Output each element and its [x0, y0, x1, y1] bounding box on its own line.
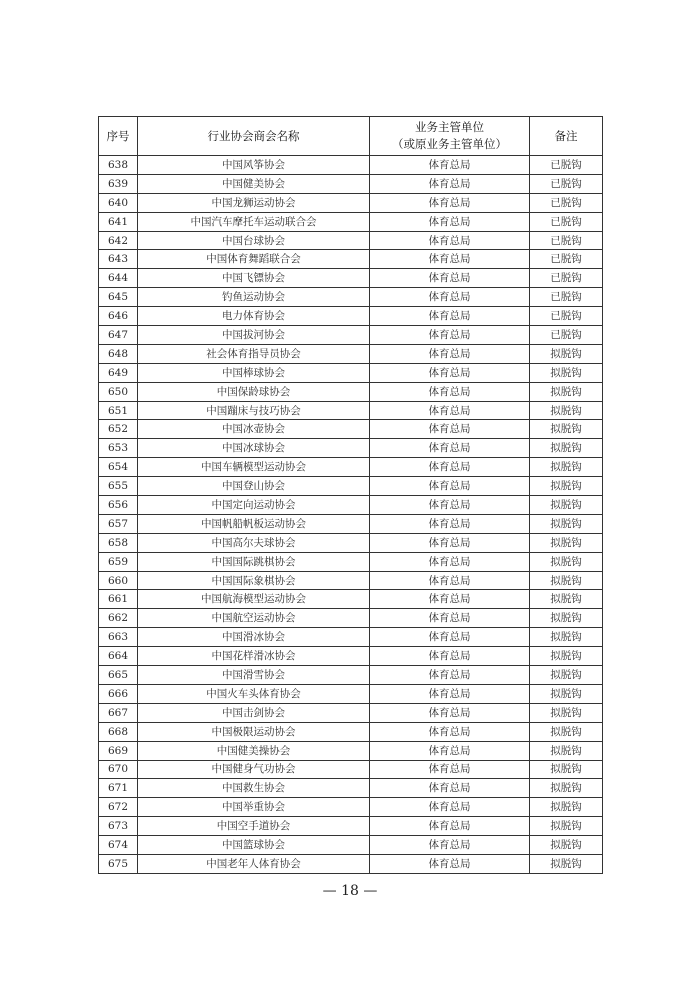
row-supervising-unit: 体育总局	[370, 174, 530, 193]
row-serial-number: 663	[99, 628, 138, 647]
header-association-name: 行业协会商会名称	[138, 117, 370, 156]
row-remark: 已脱钩	[530, 156, 603, 175]
row-serial-number: 658	[99, 533, 138, 552]
row-supervising-unit: 体育总局	[370, 552, 530, 571]
row-association-name: 中国举重协会	[138, 798, 370, 817]
row-serial-number: 665	[99, 666, 138, 685]
row-serial-number: 650	[99, 382, 138, 401]
row-remark: 拟脱钩	[530, 590, 603, 609]
header-supervising-unit-line2: （或原业务主管单位）	[392, 137, 507, 151]
table-row	[99, 231, 603, 250]
row-serial-number: 645	[99, 288, 138, 307]
row-association-name: 中国花样滑冰协会	[138, 647, 370, 666]
table-header	[99, 117, 603, 156]
row-remark: 拟脱钩	[530, 552, 603, 571]
table-row	[99, 628, 603, 647]
table-row	[99, 458, 603, 477]
row-remark: 拟脱钩	[530, 854, 603, 873]
table-row	[99, 344, 603, 363]
table-row	[99, 382, 603, 401]
row-supervising-unit: 体育总局	[370, 647, 530, 666]
row-serial-number: 670	[99, 760, 138, 779]
row-remark: 已脱钩	[530, 174, 603, 193]
row-serial-number: 639	[99, 174, 138, 193]
row-association-name: 中国帆船帆板运动协会	[138, 514, 370, 533]
row-association-name: 中国登山协会	[138, 477, 370, 496]
row-remark: 拟脱钩	[530, 363, 603, 382]
row-supervising-unit: 体育总局	[370, 703, 530, 722]
row-serial-number: 646	[99, 307, 138, 326]
row-serial-number: 638	[99, 156, 138, 175]
header-row	[99, 117, 603, 156]
row-association-name: 中国滑冰协会	[138, 628, 370, 647]
header-supervising-unit	[370, 117, 530, 156]
row-remark: 拟脱钩	[530, 836, 603, 855]
row-association-name: 中国火车头体育协会	[138, 684, 370, 703]
row-supervising-unit: 体育总局	[370, 854, 530, 873]
row-supervising-unit: 体育总局	[370, 420, 530, 439]
row-association-name: 中国定向运动协会	[138, 496, 370, 515]
row-serial-number: 673	[99, 817, 138, 836]
table-row	[99, 741, 603, 760]
table-row	[99, 212, 603, 231]
table-row	[99, 647, 603, 666]
table-row	[99, 363, 603, 382]
table-row	[99, 307, 603, 326]
table-row	[99, 590, 603, 609]
table-row	[99, 439, 603, 458]
table-row	[99, 250, 603, 269]
row-remark: 拟脱钩	[530, 798, 603, 817]
row-supervising-unit: 体育总局	[370, 817, 530, 836]
row-supervising-unit: 体育总局	[370, 458, 530, 477]
row-serial-number: 671	[99, 779, 138, 798]
row-serial-number: 640	[99, 193, 138, 212]
table-row	[99, 760, 603, 779]
table-row	[99, 193, 603, 212]
row-supervising-unit: 体育总局	[370, 250, 530, 269]
row-remark: 拟脱钩	[530, 401, 603, 420]
row-serial-number: 661	[99, 590, 138, 609]
row-serial-number: 642	[99, 231, 138, 250]
row-serial-number: 662	[99, 609, 138, 628]
row-serial-number: 655	[99, 477, 138, 496]
row-supervising-unit: 体育总局	[370, 514, 530, 533]
row-supervising-unit: 体育总局	[370, 533, 530, 552]
row-remark: 已脱钩	[530, 231, 603, 250]
row-association-name: 中国击剑协会	[138, 703, 370, 722]
row-association-name: 电力体育协会	[138, 307, 370, 326]
row-remark: 已脱钩	[530, 307, 603, 326]
row-supervising-unit: 体育总局	[370, 798, 530, 817]
row-association-name: 中国健身气功协会	[138, 760, 370, 779]
header-serial-number: 序号	[99, 117, 138, 156]
row-association-name: 中国龙狮运动协会	[138, 193, 370, 212]
table-row	[99, 836, 603, 855]
row-supervising-unit: 体育总局	[370, 344, 530, 363]
table-row	[99, 854, 603, 873]
row-supervising-unit: 体育总局	[370, 666, 530, 685]
row-serial-number: 653	[99, 439, 138, 458]
row-supervising-unit: 体育总局	[370, 288, 530, 307]
table-row	[99, 288, 603, 307]
row-serial-number: 654	[99, 458, 138, 477]
row-supervising-unit: 体育总局	[370, 628, 530, 647]
table-row	[99, 779, 603, 798]
row-remark: 拟脱钩	[530, 760, 603, 779]
row-serial-number: 669	[99, 741, 138, 760]
row-remark: 拟脱钩	[530, 533, 603, 552]
row-serial-number: 649	[99, 363, 138, 382]
row-serial-number: 675	[99, 854, 138, 873]
row-association-name: 中国老年人体育协会	[138, 854, 370, 873]
row-remark: 拟脱钩	[530, 344, 603, 363]
table-row	[99, 609, 603, 628]
table-row	[99, 703, 603, 722]
row-serial-number: 666	[99, 684, 138, 703]
row-supervising-unit: 体育总局	[370, 269, 530, 288]
page-number: — 18 —	[322, 883, 378, 899]
row-association-name: 中国棒球协会	[138, 363, 370, 382]
table-row	[99, 533, 603, 552]
row-remark: 已脱钩	[530, 269, 603, 288]
row-serial-number: 659	[99, 552, 138, 571]
row-supervising-unit: 体育总局	[370, 590, 530, 609]
row-serial-number: 657	[99, 514, 138, 533]
row-remark: 已脱钩	[530, 250, 603, 269]
row-serial-number: 652	[99, 420, 138, 439]
row-supervising-unit: 体育总局	[370, 684, 530, 703]
row-association-name: 中国滑雪协会	[138, 666, 370, 685]
row-supervising-unit: 体育总局	[370, 496, 530, 515]
row-supervising-unit: 体育总局	[370, 439, 530, 458]
row-association-name: 中国高尔夫球协会	[138, 533, 370, 552]
row-association-name: 中国国际象棋协会	[138, 571, 370, 590]
row-association-name: 中国飞镖协会	[138, 269, 370, 288]
row-supervising-unit: 体育总局	[370, 307, 530, 326]
row-supervising-unit: 体育总局	[370, 382, 530, 401]
table-row	[99, 798, 603, 817]
row-association-name: 中国健美协会	[138, 174, 370, 193]
row-serial-number: 648	[99, 344, 138, 363]
row-remark: 拟脱钩	[530, 628, 603, 647]
row-remark: 拟脱钩	[530, 420, 603, 439]
table-row	[99, 722, 603, 741]
row-serial-number: 647	[99, 326, 138, 345]
table-row	[99, 514, 603, 533]
row-association-name: 中国台球协会	[138, 231, 370, 250]
row-association-name: 中国汽车摩托车运动联合会	[138, 212, 370, 231]
row-supervising-unit: 体育总局	[370, 212, 530, 231]
row-association-name: 中国蹦床与技巧协会	[138, 401, 370, 420]
row-association-name: 中国冰壶协会	[138, 420, 370, 439]
row-supervising-unit: 体育总局	[370, 741, 530, 760]
association-table	[98, 116, 603, 874]
row-remark: 拟脱钩	[530, 647, 603, 666]
row-association-name: 中国国际跳棋协会	[138, 552, 370, 571]
table-row	[99, 817, 603, 836]
table-row	[99, 401, 603, 420]
row-supervising-unit: 体育总局	[370, 760, 530, 779]
row-association-name: 中国航海模型运动协会	[138, 590, 370, 609]
row-supervising-unit: 体育总局	[370, 722, 530, 741]
row-serial-number: 674	[99, 836, 138, 855]
row-serial-number: 668	[99, 722, 138, 741]
row-supervising-unit: 体育总局	[370, 401, 530, 420]
row-remark: 拟脱钩	[530, 382, 603, 401]
row-serial-number: 660	[99, 571, 138, 590]
row-remark: 已脱钩	[530, 288, 603, 307]
row-remark: 拟脱钩	[530, 666, 603, 685]
row-remark: 拟脱钩	[530, 496, 603, 515]
row-supervising-unit: 体育总局	[370, 571, 530, 590]
row-serial-number: 644	[99, 269, 138, 288]
header-supervising-unit-line1: 业务主管单位	[415, 120, 484, 134]
row-serial-number: 656	[99, 496, 138, 515]
row-remark: 拟脱钩	[530, 741, 603, 760]
table-row	[99, 477, 603, 496]
header-remarks: 备注	[530, 117, 603, 156]
row-remark: 已脱钩	[530, 212, 603, 231]
row-remark: 拟脱钩	[530, 684, 603, 703]
row-supervising-unit: 体育总局	[370, 477, 530, 496]
table-row	[99, 326, 603, 345]
row-association-name: 钓鱼运动协会	[138, 288, 370, 307]
row-association-name: 中国体育舞蹈联合会	[138, 250, 370, 269]
row-remark: 拟脱钩	[530, 439, 603, 458]
row-supervising-unit: 体育总局	[370, 326, 530, 345]
row-remark: 拟脱钩	[530, 609, 603, 628]
row-serial-number: 643	[99, 250, 138, 269]
row-association-name: 中国极限运动协会	[138, 722, 370, 741]
row-association-name: 中国救生协会	[138, 779, 370, 798]
row-association-name: 中国冰球协会	[138, 439, 370, 458]
row-association-name: 中国健美操协会	[138, 741, 370, 760]
row-serial-number: 672	[99, 798, 138, 817]
table-row	[99, 571, 603, 590]
table-row	[99, 156, 603, 175]
row-remark: 拟脱钩	[530, 779, 603, 798]
row-serial-number: 641	[99, 212, 138, 231]
row-remark: 已脱钩	[530, 193, 603, 212]
row-remark: 已脱钩	[530, 326, 603, 345]
row-association-name: 中国风筝协会	[138, 156, 370, 175]
row-supervising-unit: 体育总局	[370, 156, 530, 175]
row-association-name: 中国航空运动协会	[138, 609, 370, 628]
row-association-name: 社会体育指导员协会	[138, 344, 370, 363]
row-supervising-unit: 体育总局	[370, 231, 530, 250]
row-association-name: 中国空手道协会	[138, 817, 370, 836]
row-supervising-unit: 体育总局	[370, 836, 530, 855]
row-remark: 拟脱钩	[530, 817, 603, 836]
row-association-name: 中国车辆模型运动协会	[138, 458, 370, 477]
table-row	[99, 684, 603, 703]
row-remark: 拟脱钩	[530, 514, 603, 533]
table-row	[99, 174, 603, 193]
row-remark: 拟脱钩	[530, 703, 603, 722]
row-remark: 拟脱钩	[530, 722, 603, 741]
row-association-name: 中国保龄球协会	[138, 382, 370, 401]
row-remark: 拟脱钩	[530, 477, 603, 496]
row-association-name: 中国拔河协会	[138, 326, 370, 345]
row-serial-number: 667	[99, 703, 138, 722]
row-supervising-unit: 体育总局	[370, 609, 530, 628]
row-supervising-unit: 体育总局	[370, 779, 530, 798]
table-row	[99, 420, 603, 439]
table-row	[99, 666, 603, 685]
row-serial-number: 664	[99, 647, 138, 666]
table-row	[99, 269, 603, 288]
row-serial-number: 651	[99, 401, 138, 420]
row-remark: 拟脱钩	[530, 458, 603, 477]
table-row	[99, 496, 603, 515]
row-remark: 拟脱钩	[530, 571, 603, 590]
row-supervising-unit: 体育总局	[370, 363, 530, 382]
row-supervising-unit: 体育总局	[370, 193, 530, 212]
table-body	[99, 156, 603, 874]
table-row	[99, 552, 603, 571]
row-association-name: 中国篮球协会	[138, 836, 370, 855]
